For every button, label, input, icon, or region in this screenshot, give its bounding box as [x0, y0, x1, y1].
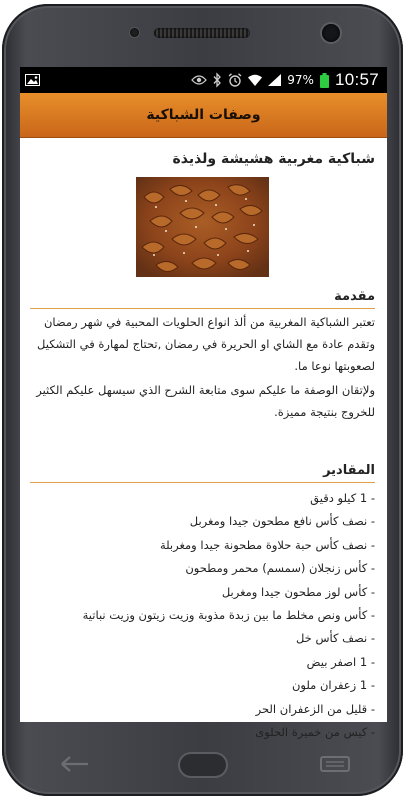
list-item: - 1 كيلو دقيق [310, 491, 375, 505]
article-title: شباكية مغربية هشيشة ولذيذة [172, 151, 375, 167]
list-item: - كأس ونص مخلط ما بين زبدة مذوبة وزيت زيتون وزيت نباتية [82, 608, 375, 623]
home-button[interactable] [178, 752, 228, 782]
action-bar [20, 93, 387, 138]
article-content[interactable] [20, 151, 387, 744]
list-item: - 1 اصفر بيض [306, 654, 375, 669]
list-item: - نصف كأس خل [295, 631, 375, 646]
battery-percent: 97% [287, 73, 314, 87]
list-item: - 1 زعفران ملون [291, 678, 375, 693]
status-bar [20, 67, 387, 93]
screen [20, 67, 387, 740]
ingredients-list [30, 487, 375, 744]
alarm-icon [228, 73, 242, 87]
status-clock: 10:57 [334, 70, 379, 89]
signal-icon [268, 74, 281, 86]
intro-paragraph-2: ولإتقان الوصفة ما عليكم سوى متابعة الشرح الذي سيسهل عليكم الكثير للخروج بنتيجة مميزة. [36, 383, 375, 419]
list-item: - قليل من الزعفران الحر [255, 701, 375, 716]
app-title: وصفات الشباكية [146, 107, 261, 123]
menu-button[interactable] [318, 754, 352, 778]
eye-icon [191, 75, 207, 85]
list-item: - كأس لوز مطحون جيدا ومغربل [221, 584, 375, 599]
chebakia-photo [136, 177, 269, 277]
list-item: - كيس من خميرة الحلوى [255, 725, 375, 740]
list-item: - نصف كأس حبة حلاوة مطحونة جيدا ومغربلة [159, 537, 375, 552]
image-notification-icon [25, 74, 40, 86]
proximity-sensor [130, 28, 139, 37]
ingredients-heading: المقادير [30, 463, 375, 483]
front-camera [322, 24, 340, 42]
list-item: - نصف كأس نافع مطحون جيدا ومغربل [189, 514, 375, 529]
battery-icon [320, 73, 329, 88]
wifi-icon [248, 74, 262, 86]
back-button[interactable] [56, 754, 96, 778]
list-item: - كأس زنجلان (سمسم) محمر ومطحون [185, 561, 375, 576]
bluetooth-icon [213, 73, 222, 87]
intro-heading: مقدمة [30, 289, 375, 309]
earpiece-speaker [154, 28, 250, 38]
intro-paragraph-1: تعتبر الشباكية المغربية من ألذ انواع الحلويات المحبية في شهر رمضان وتقدم عادة مع الشاي او الحريرة في رمضان ,تحتاج لمهارة في التشكيل لصعوبتها نوعا ما. [37, 315, 375, 373]
